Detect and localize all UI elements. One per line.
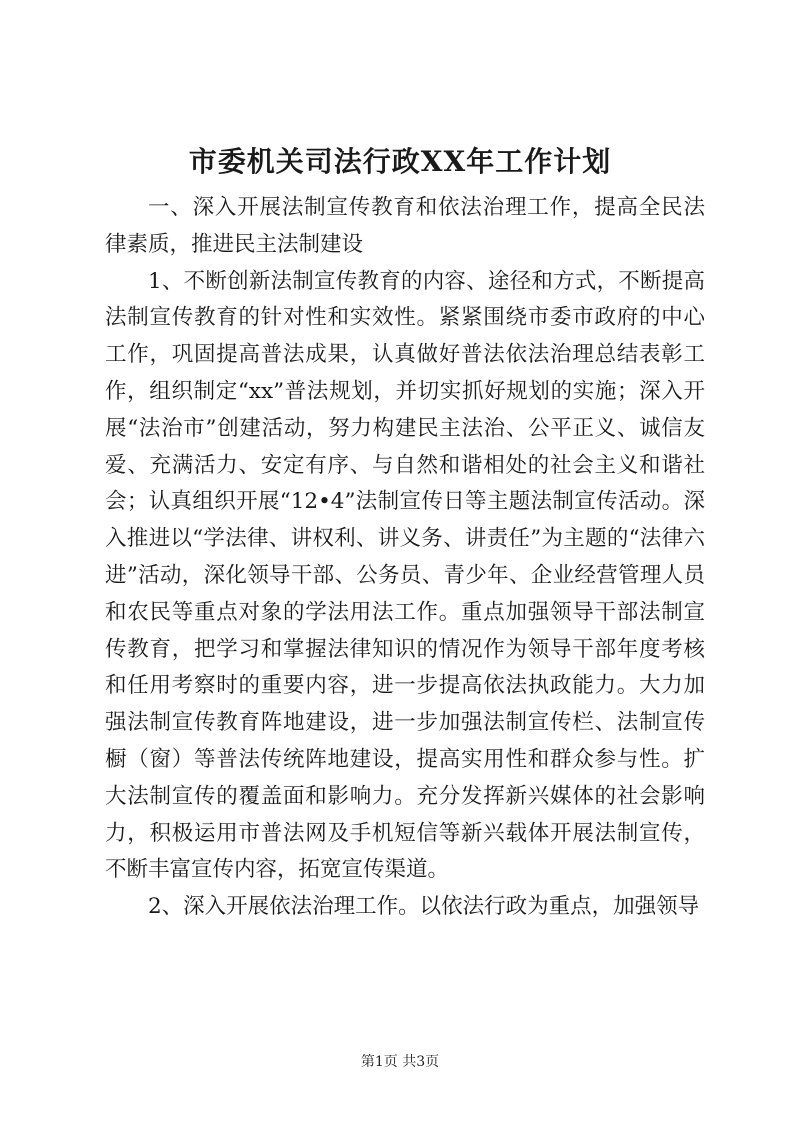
document-title: 市委机关司法行政XX年工作计划 [188, 145, 612, 178]
paragraph-item-2: 2、深入开展依法治理工作。以依法行政为重点，加强领导 [148, 894, 700, 920]
page-footer: 第1页 共3页 [360, 1054, 440, 1070]
paragraph-section-heading: 一、深入开展法制宣传教育和依法治理工作，提高全民法律素质，推进民主法制建设 [105, 195, 705, 257]
paragraph-item-1: 1、不断创新法制宣传教育的内容、途径和方式，不断提高法制宣传教育的针对性和实效性。紧紧围绕市委市政府的中心工作，巩固提高普法成果，认真做好普法依法治理总结表彰工作，组织制定“xx”普法规划，并切实抓好规划的实施；深入开展“法治市”创建活动，努力构建民主法治、公平正义、诚信友爱、充满活力、安定有序、与自然和谐相处的社会主义和谐社会；认真组织开展“12•4”法制宣传日等主题法制宣传活动。深入推进以“学法律、讲权利、讲义务、讲责任”为主题的“法律六进”活动，深化领导干部、公务员、青少年、企业经营管理人员和农民等重点对象的学法用法工作。重点加强领导干部法制宣传教育，把学习和掌握法律知识的情况作为领导干部年度考核和任用考察时的重要内容，进一步提高依法执政能力。大力加强法制宣传教育阵地建设，进一步加强法制宣传栏、法制宣传橱（窗）等普法传统阵地建设，提高实用性和群众参与性。扩大法制宣传的覆盖面和影响力。充分发挥新兴媒体的社会影响力，积极运用市普法网及手机短信等新兴载体开展法制宣传，不断丰富宣传内容，拓宽宣传渠道。 [105, 268, 705, 883]
document-body [105, 190, 705, 926]
